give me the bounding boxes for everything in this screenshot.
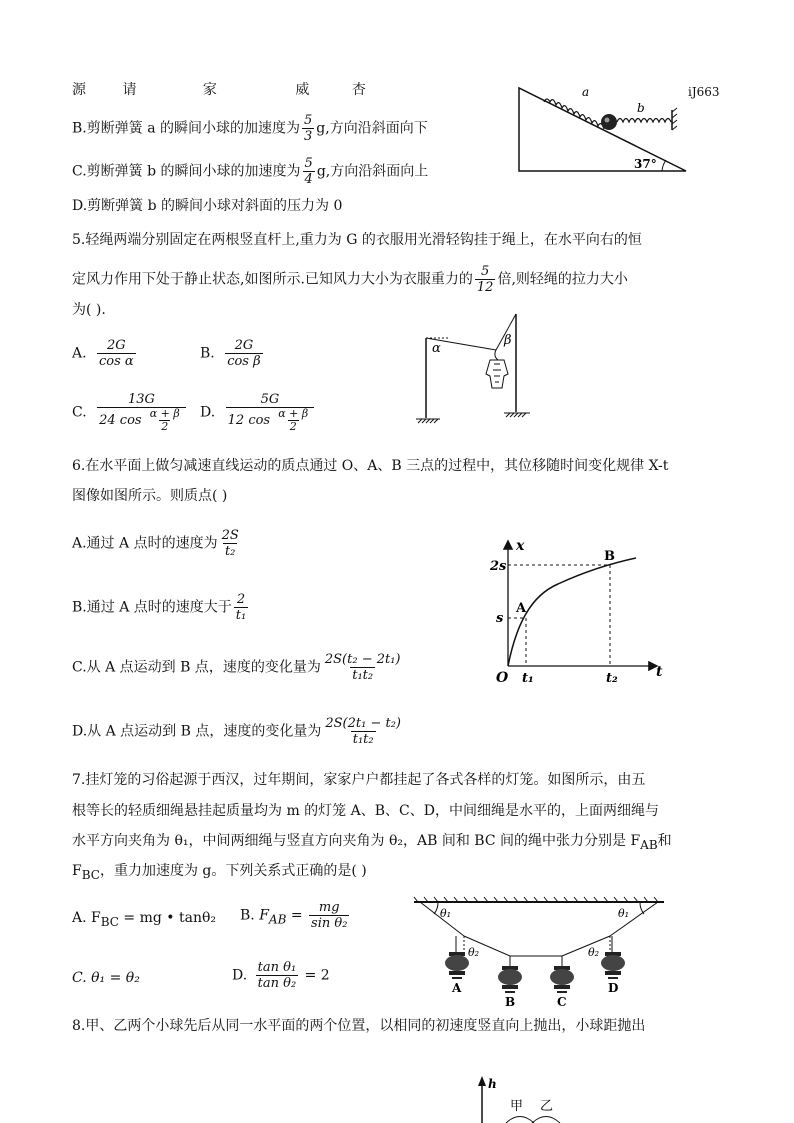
q7-line3 bbox=[72, 831, 672, 855]
theta1-label-left: θ₁ bbox=[440, 907, 452, 920]
q6-option-b-text: B.通过 A 点时的速度大于 bbox=[72, 599, 232, 616]
angle-label: 37° bbox=[634, 157, 657, 171]
q7-line1: 7.挂灯笼的习俗起源于西汉，过年期间，家家户户都挂起了各式各样的灯笼。如图所示，由五 bbox=[72, 772, 646, 788]
q5-line2 bbox=[72, 264, 628, 295]
q4-option-b-num: 5 bbox=[304, 113, 313, 128]
lantern-a-label: A bbox=[452, 981, 462, 995]
q7-line3-text: 水平方向夹角为 θ₁，中间两细绳与竖直方向夹角为 θ₂，AB 间和 BC 间的绳中张力分别是 F bbox=[72, 833, 641, 849]
q5-option-a bbox=[72, 338, 138, 369]
q5-option-a-label: A. bbox=[72, 345, 87, 362]
q6-option-a-den: t₂ bbox=[224, 544, 236, 559]
header-code: iJ663 bbox=[688, 85, 720, 99]
q5-ratio-num: 5 bbox=[481, 264, 490, 279]
spring-b bbox=[617, 119, 671, 123]
q6-option-c bbox=[72, 652, 405, 683]
ground-hatch-left bbox=[418, 419, 438, 423]
q6-option-b bbox=[72, 592, 250, 623]
q8-figure bbox=[470, 1074, 590, 1123]
incline-spring-figure bbox=[514, 82, 692, 176]
q6-option-c-den: t₁t₂ bbox=[352, 668, 374, 683]
q7-option-a-rest: = mg • tanθ₂ bbox=[118, 910, 217, 926]
q7-option-d-label: D. bbox=[232, 967, 248, 984]
angle-arc bbox=[662, 160, 666, 171]
q7-line2: 根等长的轻质细绳悬挂起质量均为 m 的灯笼 A、B、C、D，中间细绳是水平的，上面两细绳与 bbox=[72, 803, 659, 819]
q4-option-c-den: 4 bbox=[304, 172, 313, 187]
q6-option-b-den: t₁ bbox=[235, 608, 247, 623]
lantern-a bbox=[445, 936, 469, 979]
q7-option-b-lhs: F bbox=[259, 907, 269, 924]
q7-option-d bbox=[232, 960, 330, 991]
q5-line2b: 倍,则轻绳的拉力大小 bbox=[497, 271, 628, 288]
q7-line3-mid: 和 bbox=[657, 833, 672, 849]
q5-option-c-den-pre: 24 cos bbox=[99, 413, 142, 428]
header-fragment: 杏 bbox=[351, 82, 366, 98]
q5-option-c-den-num: α + β bbox=[149, 407, 180, 420]
q4-option-c-num: 5 bbox=[304, 156, 313, 171]
q7-option-c: C. θ₁ = θ₂ bbox=[72, 970, 140, 986]
theta1-label-right: θ₁ bbox=[618, 907, 630, 920]
q7-line4-sub: BC bbox=[81, 867, 100, 882]
q6-option-a-text: A.通过 A 点时的速度为 bbox=[72, 535, 218, 552]
q6-option-b-num: 2 bbox=[236, 592, 246, 607]
q4-option-c bbox=[72, 156, 428, 187]
y-tick-2s: 2s bbox=[490, 559, 507, 574]
q4-option-b-tail: g,方向沿斜面向下 bbox=[316, 120, 428, 137]
q5-option-c bbox=[72, 392, 188, 433]
q6-line1: 6.在水平面上做匀减速直线运动的质点通过 O、A、B 三点的过程中，其位移随时间变化规律 X-t bbox=[72, 458, 669, 474]
q5-option-d-label: D. bbox=[200, 404, 216, 421]
lantern-c-label: C bbox=[557, 995, 567, 1009]
q7-line4 bbox=[72, 861, 367, 885]
q7-option-b-den: sin θ₂ bbox=[311, 916, 348, 931]
q5-option-d-den-pre: 12 cos bbox=[227, 413, 271, 428]
q7-option-b-num: mg bbox=[318, 900, 340, 915]
q7-option-a bbox=[72, 908, 216, 932]
q6-option-a-num: 2S bbox=[221, 528, 239, 543]
lantern-b-label: B bbox=[505, 995, 516, 1009]
beta-label: β bbox=[504, 333, 512, 348]
q5-option-b-num: 2G bbox=[234, 338, 254, 353]
ball-highlight bbox=[605, 118, 610, 123]
q5-ratio-den: 12 bbox=[476, 280, 494, 295]
rope-4 bbox=[562, 936, 610, 956]
q5-option-d-den-den: 2 bbox=[289, 420, 297, 433]
point-b-label: B bbox=[604, 549, 615, 564]
x-axis-label: x bbox=[516, 538, 525, 554]
curve-yi bbox=[532, 1117, 560, 1123]
q5-option-c-den-den: 2 bbox=[161, 420, 169, 433]
q5-option-a-den: cos α bbox=[99, 354, 134, 369]
label-yi: 乙 bbox=[540, 1099, 554, 1114]
x-t-curve bbox=[508, 558, 636, 666]
q7-option-b: B. $F_{AB}$ = $\frac{mg}{\text{sin θ₂}}$ bbox=[240, 900, 348, 931]
h-axis-arrow bbox=[478, 1076, 486, 1086]
q6-option-a bbox=[72, 528, 243, 559]
header-fragment: 源 bbox=[72, 82, 86, 98]
q5-option-b-label: B. bbox=[200, 345, 215, 362]
q4-option-c-text: C.剪断弹簧 b 的瞬间小球的加速度为 bbox=[72, 163, 301, 180]
hook bbox=[495, 350, 498, 360]
x-tick-t1: t₁ bbox=[522, 671, 534, 686]
q4-option-c-tail: g,方向沿斜面向上 bbox=[316, 163, 429, 180]
lantern-figure bbox=[412, 896, 668, 1012]
q4-option-b bbox=[72, 113, 428, 144]
q5-option-a-num: 2G bbox=[107, 338, 126, 353]
q7-line4-text: ，重力加速度为 g。下列关系式正确的是( ) bbox=[99, 863, 367, 879]
q4-option-b-den: 3 bbox=[304, 129, 313, 144]
alpha-label: α bbox=[432, 341, 441, 356]
theta1-arc-left bbox=[434, 902, 438, 914]
spring-b-label: b bbox=[637, 101, 645, 115]
x-tick-t2: t₂ bbox=[606, 671, 618, 686]
header-fragments bbox=[72, 80, 372, 100]
ground-hatch-right bbox=[506, 413, 526, 417]
incline-triangle bbox=[519, 88, 686, 171]
q7-option-a-text: A. F bbox=[72, 910, 101, 926]
q7-option-d-num: tan θ₁ bbox=[257, 960, 297, 975]
clothesline-figure bbox=[410, 306, 540, 428]
q5-option-c-num: 13G bbox=[127, 392, 155, 407]
q5-option-d-num: 5G bbox=[260, 392, 280, 407]
q6-option-d bbox=[72, 716, 405, 747]
q7-option-b-label: B. bbox=[240, 907, 255, 924]
q7-option-d-rhs: = 2 bbox=[304, 967, 330, 984]
t-axis-label: t bbox=[656, 664, 663, 680]
y-tick-s: s bbox=[496, 611, 504, 626]
header-fragment: 家 bbox=[202, 82, 217, 98]
curve-jia bbox=[506, 1117, 534, 1123]
q7-line4-pre: F bbox=[72, 863, 82, 879]
q6-option-c-num: 2S(t₂ − 2t₁) bbox=[324, 652, 401, 667]
q4-option-d: D.剪断弹簧 b 的瞬间小球对斜面的压力为 0 bbox=[72, 198, 343, 214]
q8-line1: 8.甲、乙两个小球先后从同一水平面的两个位置，以相同的初速度竖直向上抛出，小球距抛出 bbox=[72, 1018, 646, 1034]
q7-option-d-den: tan θ₂ bbox=[257, 976, 297, 991]
q6-option-d-num: 2S(2t₁ − t₂) bbox=[325, 716, 401, 731]
q5-option-c-label: C. bbox=[72, 404, 87, 421]
lantern-d-label: D bbox=[608, 981, 619, 995]
q6-option-d-text: D.从 A 点运动到 B 点，速度的变化量为 bbox=[72, 723, 322, 740]
q5-line2a: 定风力作用下处于静止状态,如图所示.已知风力大小为衣服重力的 bbox=[72, 271, 473, 288]
spring-a-label: a bbox=[582, 85, 590, 99]
q7-option-a-sub: BC bbox=[100, 914, 119, 929]
lantern-b bbox=[498, 956, 522, 993]
q7-option-b-lhs-sub: AB bbox=[268, 912, 287, 927]
spring-a bbox=[544, 99, 604, 129]
q4-option-b-text: B.剪断弹簧 a 的瞬间小球的加速度为 bbox=[72, 120, 300, 137]
q7-line3-sub: AB bbox=[640, 837, 658, 852]
header-fragment: 请 bbox=[122, 82, 137, 98]
point-a-label: A bbox=[516, 601, 527, 616]
q6-option-c-text: C.从 A 点运动到 B 点，速度的变化量为 bbox=[72, 659, 321, 676]
q5-option-b bbox=[200, 338, 265, 369]
ball bbox=[601, 114, 617, 130]
theta2-label-left: θ₂ bbox=[468, 946, 480, 959]
q6-option-d-den: t₁t₂ bbox=[352, 732, 374, 747]
origin-label: O bbox=[496, 670, 509, 686]
theta2-label-right: θ₂ bbox=[588, 946, 600, 959]
label-jia: 甲 bbox=[510, 1099, 524, 1114]
xt-graph bbox=[488, 536, 668, 688]
q6-line2: 图像如图所示。则质点( ) bbox=[72, 488, 228, 504]
lantern-d bbox=[601, 936, 625, 979]
q5-line3: 为( ). bbox=[72, 302, 106, 318]
q5-option-b-den: cos β bbox=[227, 354, 261, 369]
q5-option-d-den-num: α + β bbox=[278, 407, 309, 420]
q5-option-d bbox=[200, 392, 316, 433]
lantern-c bbox=[550, 956, 574, 993]
header-fragment: 威 bbox=[295, 82, 310, 98]
h-axis-label: h bbox=[488, 1077, 497, 1091]
q5-line1: 5.轻绳两端分别固定在两根竖直杆上,重力为 G 的衣服用光滑轻钩挂于绳上，在水平向右的恒 bbox=[72, 232, 642, 248]
